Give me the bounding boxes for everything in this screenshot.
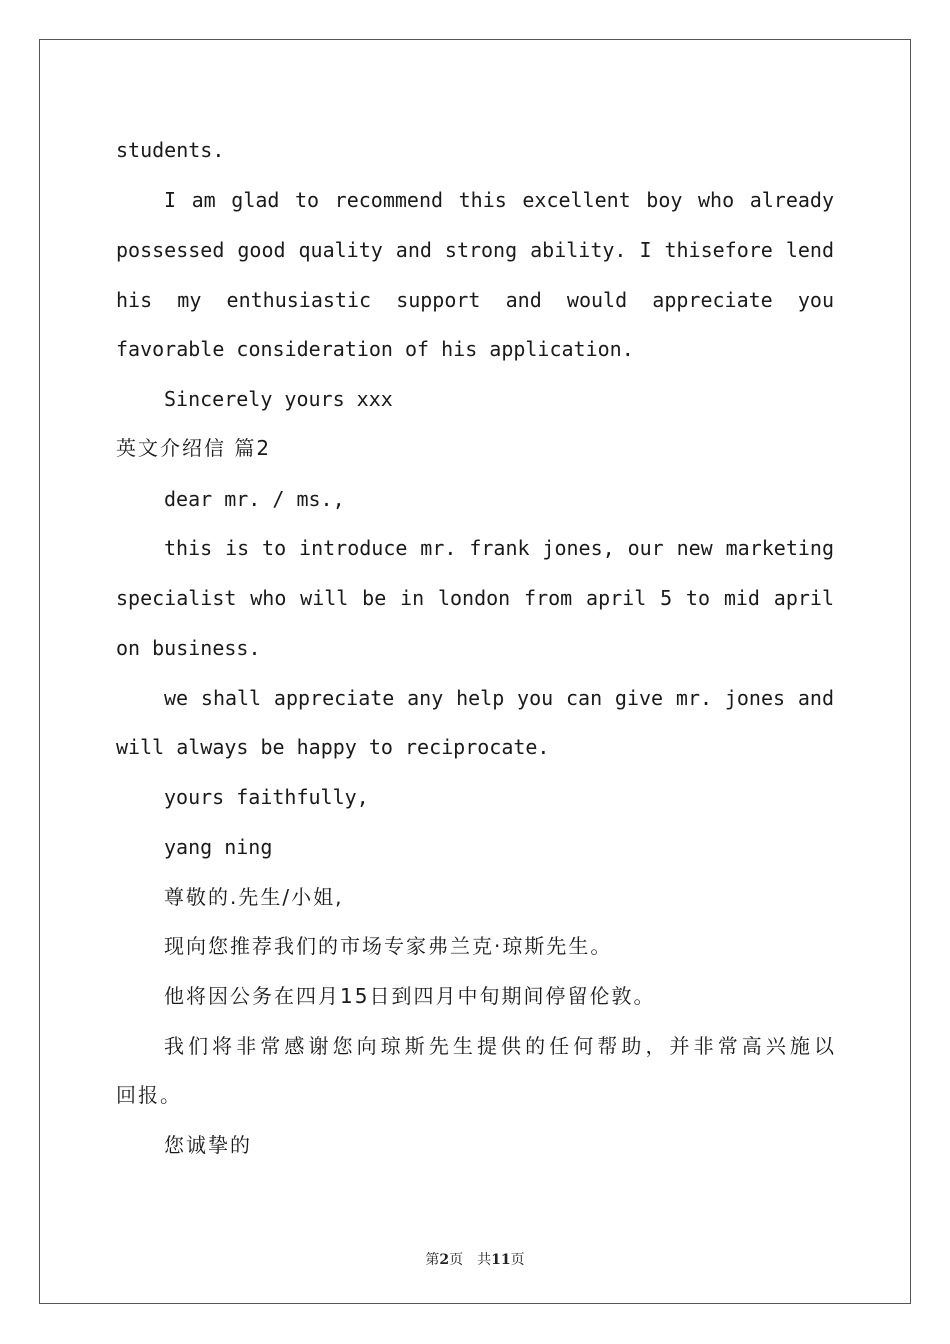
text-line: students.: [116, 138, 225, 162]
cn-text-line: 他将因公务在四月15日到四月中旬期间停留伦敦。: [164, 984, 656, 1008]
page-border: [39, 39, 911, 1304]
cn-text-line: 回报。: [116, 1083, 182, 1107]
closing-line: yours faithfully,: [164, 785, 369, 809]
text-line: will always be happy to reciprocate.: [116, 735, 550, 759]
text-line: we shall appreciate any help you can give mr. jones and: [164, 686, 834, 710]
page-number: 2: [439, 1252, 450, 1268]
footer-prefix: 第: [425, 1252, 440, 1268]
cn-closing-line: 您诚挚的: [164, 1133, 252, 1157]
signature-name: yang ning: [164, 835, 273, 859]
text-line: on business.: [116, 636, 261, 660]
footer-middle: 页 共: [449, 1252, 492, 1268]
text-line: this is to introduce mr. frank jones, our new marketing: [164, 536, 834, 560]
page-footer: [0, 1249, 950, 1269]
cn-salutation: 尊敬的.先生/小姐,: [164, 885, 344, 909]
text-line: I am glad to recommend this excellent boy who already: [164, 188, 834, 212]
page-total: 11: [491, 1252, 511, 1268]
text-line: specialist who will be in london from april 5 to mid april: [116, 586, 834, 610]
footer-suffix: 页: [510, 1252, 525, 1268]
salutation: dear mr. / ms.,: [164, 487, 345, 511]
text-line: favorable consideration of his application.: [116, 337, 634, 361]
text-line: possessed good quality and strong ability. I thisefore lend: [116, 238, 834, 262]
cn-text-line: 现向您推荐我们的市场专家弗兰克·琼斯先生。: [164, 934, 613, 958]
section-heading: 英文介绍信 篇2: [116, 436, 272, 460]
closing-line: Sincerely yours xxx: [164, 387, 393, 411]
cn-text-line: 我们将非常感谢您向琼斯先生提供的任何帮助，并非常高兴施以: [164, 1034, 834, 1058]
text-line: his my enthusiastic support and would appreciate you: [116, 288, 834, 312]
